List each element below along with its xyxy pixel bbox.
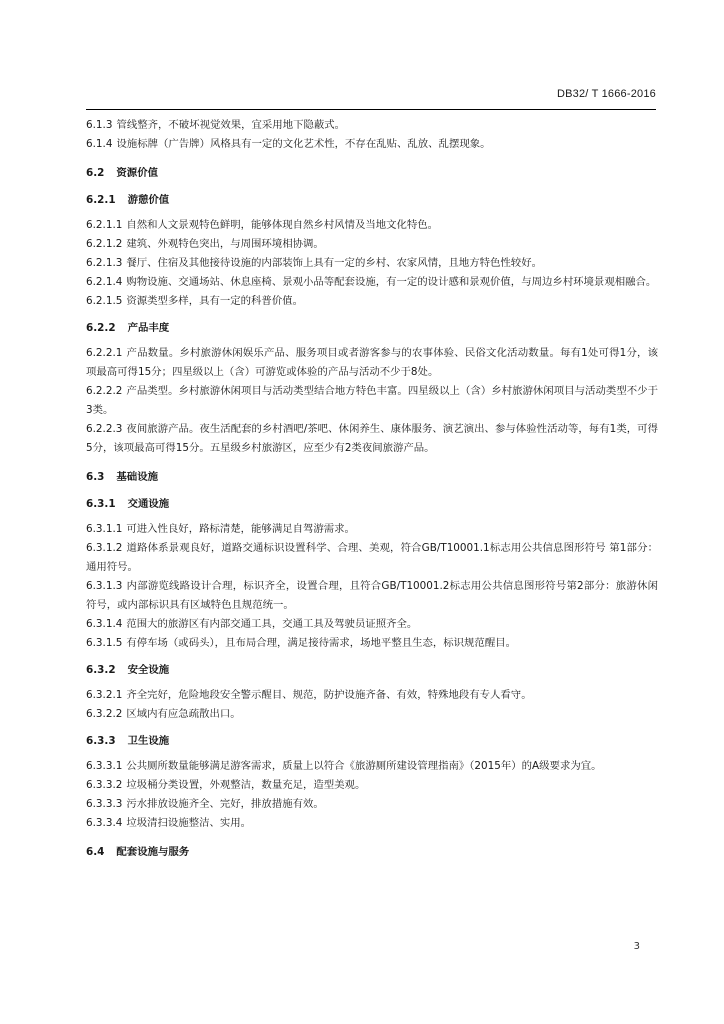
clause-paragraph <box>86 420 658 458</box>
section-heading <box>86 843 658 862</box>
clause-paragraph <box>86 382 658 420</box>
clause-number: 6.2.1.2 <box>86 238 123 250</box>
clause-number: 6.1.4 <box>86 138 113 150</box>
clause-text: 餐厅、住宿及其他接待设施的内部装饰上具有一定的乡村、农家风情，且地方特色性较好。 <box>126 257 542 269</box>
document-body <box>86 116 658 868</box>
heading-number: 6.2.2 <box>86 322 116 334</box>
subsection-heading <box>86 661 658 680</box>
clause-number: 6.2.1.5 <box>86 295 123 307</box>
clause-number: 6.3.1.2 <box>86 542 123 554</box>
clause-paragraph <box>86 216 658 235</box>
clause-number: 6.2.1.3 <box>86 257 123 269</box>
clause-paragraph <box>86 577 658 615</box>
clause-number: 6.2.2.3 <box>86 423 123 435</box>
clause-number: 6.3.2.2 <box>86 708 123 720</box>
clause-text: 公共厕所数量能够满足游客需求，质量上以符合《旅游厕所建设管理指南》（2015年）的A级要求为宜。 <box>126 760 602 772</box>
clause-number: 6.3.2.1 <box>86 689 123 701</box>
heading-number: 6.3.3 <box>86 735 116 747</box>
subsection-heading <box>86 732 658 751</box>
clause-number: 6.2.2.2 <box>86 385 123 397</box>
heading-number: 6.3.1 <box>86 498 116 510</box>
clause-paragraph <box>86 235 658 254</box>
document-code: DB32/ T 1666-2016 <box>556 88 656 100</box>
clause-number: 6.3.1.1 <box>86 523 123 535</box>
clause-number: 6.3.3.2 <box>86 779 123 791</box>
clause-number: 6.3.3.4 <box>86 817 123 829</box>
heading-number: 6.2.1 <box>86 194 116 206</box>
heading-number: 6.2 <box>86 167 105 179</box>
heading-title: 产品丰度 <box>127 322 170 334</box>
section-heading <box>86 164 658 183</box>
clause-paragraph <box>86 344 658 382</box>
heading-title: 交通设施 <box>127 498 170 510</box>
clause-number: 6.3.1.3 <box>86 580 123 592</box>
clause-paragraph <box>86 705 658 724</box>
clause-text: 道路体系景观良好，道路交通标识设置科学、合理、美观，符合GB/T10001.1标志用公共信息图形符号 第1部分：通用符号。 <box>86 542 658 573</box>
clause-paragraph <box>86 686 658 705</box>
clause-number: 6.2.2.1 <box>86 347 123 359</box>
clause-paragraph <box>86 634 658 653</box>
clause-paragraph <box>86 273 658 292</box>
clause-number: 6.2.1.4 <box>86 276 123 288</box>
clause-text: 内部游览线路设计合理，标识齐全，设置合理，且符合GB/T10001.2标志用公共信息图形符号第2部分：旅游休闲符号，或内部标识具有区域特色且规范统一。 <box>86 580 658 611</box>
clause-number: 6.1.3 <box>86 119 113 131</box>
clause-paragraph <box>86 539 658 577</box>
clause-paragraph <box>86 292 658 311</box>
clause-text: 垃圾清扫设施整洁、实用。 <box>126 817 252 829</box>
section-heading <box>86 468 658 487</box>
subsection-heading <box>86 319 658 338</box>
page-number: 3 <box>633 941 640 952</box>
subsection-heading <box>86 495 658 514</box>
clause-text: 管线整齐，不破坏视觉效果，宜采用地下隐蔽式。 <box>116 119 346 131</box>
clause-text: 垃圾桶分类设置，外观整洁，数量充足，造型美观。 <box>126 779 366 791</box>
clause-paragraph <box>86 254 658 273</box>
clause-paragraph <box>86 757 658 776</box>
heading-title: 游憩价值 <box>127 194 170 206</box>
clause-text: 设施标牌（广告牌）风格具有一定的文化艺术性，不存在乱贴、乱放、乱摆现象。 <box>116 138 491 150</box>
clause-text: 购物设施、交通场站、休息座椅、景观小品等配套设施，有一定的设计感和景观价值，与周边乡村环境景观相融合。 <box>126 276 657 288</box>
clause-number: 6.2.1.1 <box>86 219 123 231</box>
heading-title: 安全设施 <box>127 664 170 676</box>
clause-text: 有停车场（或码头），且布局合理，满足接待需求，场地平整且生态，标识规范醒目。 <box>126 637 516 649</box>
clause-text: 齐全完好，危险地段安全警示醒目、规范，防护设施齐备、有效，特殊地段有专人看守。 <box>126 689 532 701</box>
clause-paragraph <box>86 814 658 833</box>
clause-number: 6.3.1.4 <box>86 618 123 630</box>
heading-title: 基础设施 <box>116 471 158 483</box>
clause-paragraph <box>86 615 658 634</box>
clause-number: 6.3.1.5 <box>86 637 123 649</box>
clause-paragraph <box>86 795 658 814</box>
clause-number: 6.3.3.3 <box>86 798 123 810</box>
clause-paragraph <box>86 135 658 154</box>
clause-text: 污水排放设施齐全、完好，排放措施有效。 <box>126 798 324 810</box>
heading-title: 资源价值 <box>116 167 158 179</box>
clause-text: 建筑、外观特色突出，与周围环境相协调。 <box>126 238 324 250</box>
clause-text: 资源类型多样，具有一定的科普价值。 <box>126 295 303 307</box>
clause-text: 产品数量。乡村旅游休闲娱乐产品、服务项目或者游客参与的农事体验、民俗文化活动数量。每有1处可得1分，该项最高可得15分；四星级以上（含）可游览或体验的产品与活动不少于8处。 <box>86 347 658 378</box>
clause-text: 范围大的旅游区有内部交通工具，交通工具及驾驶员证照齐全。 <box>126 618 418 630</box>
heading-title: 配套设施与服务 <box>116 846 190 858</box>
clause-paragraph <box>86 520 658 539</box>
clause-text: 区域内有应急疏散出口。 <box>126 708 241 720</box>
clause-text: 夜间旅游产品。夜生活配套的乡村酒吧/茶吧、休闲养生、康体服务、演艺演出、参与体验性活动等，每有1类，可得5分，该项最高可得15分。五星级乡村旅游区，应至少有2类夜间旅游产品。 <box>86 423 658 454</box>
subsection-heading <box>86 191 658 210</box>
heading-title: 卫生设施 <box>127 735 170 747</box>
heading-number: 6.3.2 <box>86 664 116 676</box>
clause-number: 6.3.3.1 <box>86 760 123 772</box>
heading-number: 6.3 <box>86 471 105 483</box>
clause-text: 可进入性良好，路标清楚，能够满足自驾游需求。 <box>126 523 355 535</box>
header-divider <box>86 109 656 110</box>
clause-text: 自然和人文景观特色鲜明，能够体现自然乡村风情及当地文化特色。 <box>126 219 439 231</box>
clause-paragraph <box>86 776 658 795</box>
clause-paragraph <box>86 116 658 135</box>
heading-number: 6.4 <box>86 846 105 858</box>
clause-text: 产品类型。乡村旅游休闲项目与活动类型结合地方特色丰富。四星级以上（含）乡村旅游休闲项目与活动类型不少于3类。 <box>86 385 658 416</box>
